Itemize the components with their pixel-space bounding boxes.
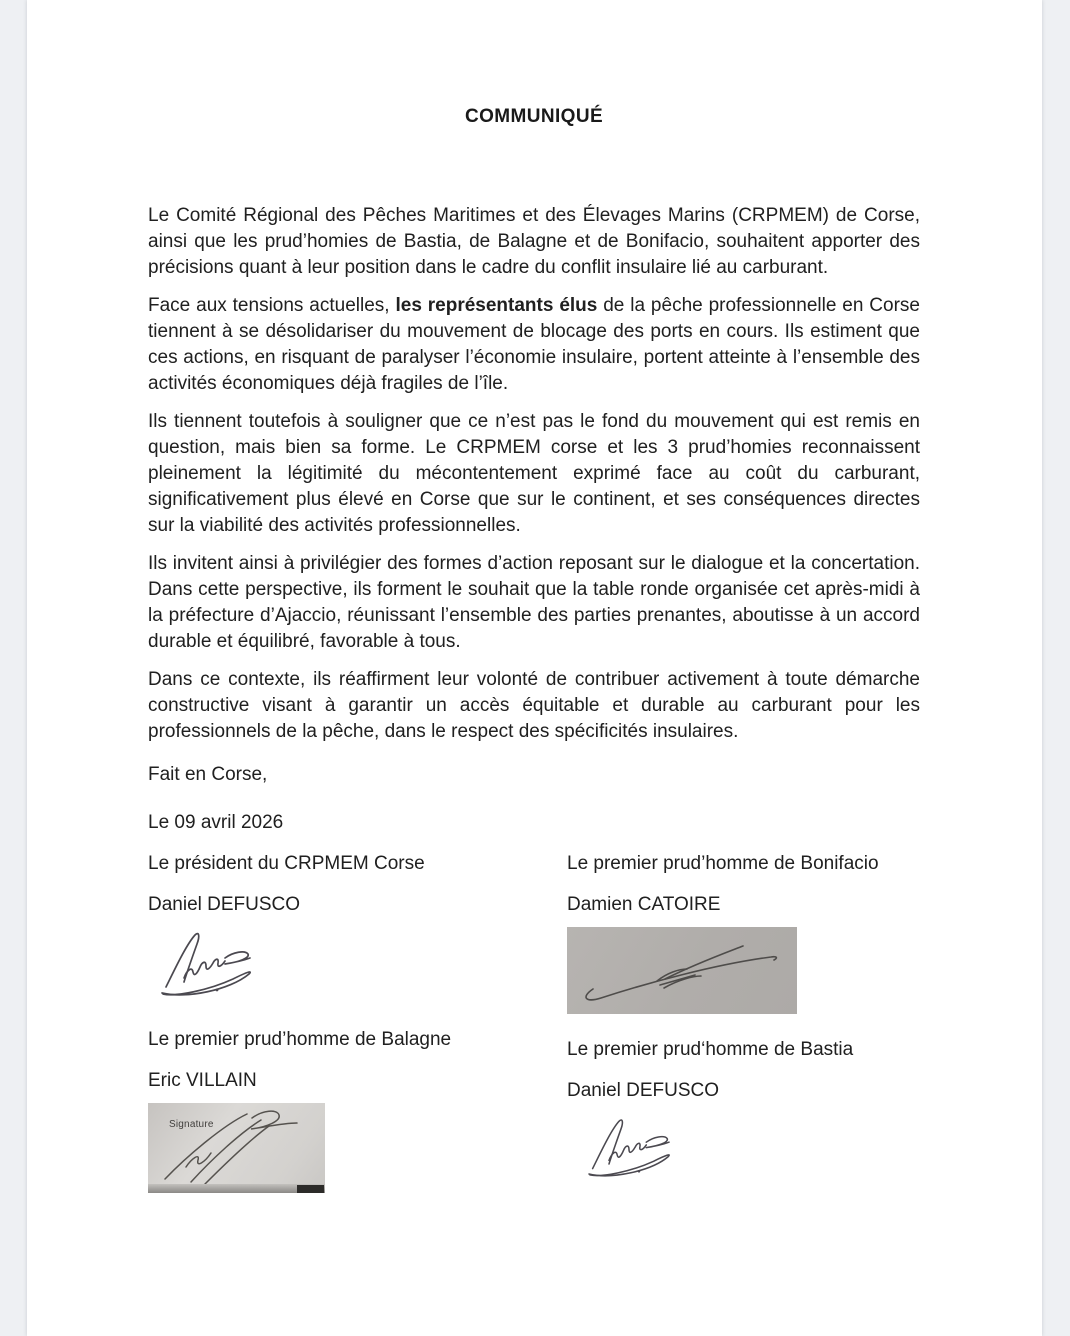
paragraph-position-post: de la pêche professionnelle en Corse tiennent à se désolidariser du mouvement de blocage des ports en cours. Ils estiment que ces actions, en risquant de paralyser l’économie insulaire, portent atteinte à l’ensemble des activités économiques déjà fragiles de l’île. — [148, 295, 920, 394]
defusco-signature-icon — [150, 927, 262, 1004]
signatures-right-column — [567, 851, 920, 1193]
villain-signature-photo — [148, 1103, 325, 1193]
bonifacio-name: Damien CATOIRE — [567, 894, 721, 915]
paragraph-conclusion: Dans ce contexte, ils réaffirment leur volonté de contribuer activement à toute démarche constructive visant à garantir un accès équitable et durable au carburant pour les professionnels de la pêche, dans le respect des spécificités insulaires. — [148, 669, 920, 742]
defusco-signature-2-icon — [573, 1114, 685, 1184]
date-line: Le 09 avril 2026 — [148, 812, 284, 833]
catoire-signature-photo — [567, 927, 797, 1014]
paragraph-intro: Le Comité Régional des Pêches Maritimes et des Élevages Marins (CRPMEM) de Corse, ainsi que les prud’homies de Bastia, de Balagne et de Bonifacio, souhaitent apporter des précisions quant à leur position dans le cadre du conflit insulaire lié au carburant. — [148, 205, 920, 278]
paragraph-position-bold: les représentants élus — [395, 295, 598, 316]
president-name: Daniel DEFUSCO — [148, 894, 301, 915]
balagne-role: Le premier prud’homme de Balagne — [148, 1029, 452, 1050]
paragraph-dialogue: Ils invitent ainsi à privilégier des formes d’action reposant sur le dialogue et la concertation. Dans cette perspective, ils forment le souhait que la table ronde organisée cet après-midi à la préfecture d’Ajaccio, réunissant l’ensemble des parties prenantes, aboutisse à un accord durable et équilibré, favorable à tous. — [148, 553, 920, 652]
balagne-name: Eric VILLAIN — [148, 1070, 257, 1091]
signatures-section — [148, 851, 920, 1193]
catoire-signature-icon — [567, 927, 797, 1014]
document-page — [27, 0, 1042, 1336]
president-role: Le président du CRPMEM Corse — [148, 853, 425, 874]
bastia-role: Le premier prud‘homme de Bastia — [567, 1039, 854, 1060]
paragraph-position-pre: Face aux tensions actuelles, — [148, 295, 396, 316]
bastia-name: Daniel DEFUSCO — [567, 1080, 720, 1101]
signatures-left-column — [148, 851, 567, 1193]
paragraph-legitimacy: Ils tiennent toutefois à souligner que ce n’est pas le fond du mouvement qui est remis en question, mais bien sa forme. Le CRPMEM corse et les 3 prud’homies reconnaissent pleinement la légitimité du mécontentement exprimé face au coût du carburant, significativement plus élevé en Corse que sur le continent, et ses conséquences directes sur la viabilité des activités professionnelles. — [148, 411, 920, 536]
photo-bottom-edge — [148, 1184, 325, 1193]
place-line: Fait en Corse, — [148, 764, 268, 785]
signature-photo-label: Signature — [169, 1119, 214, 1130]
bonifacio-role: Le premier prud’homme de Bonifacio — [567, 853, 879, 874]
paragraph-position — [148, 293, 920, 397]
photo-bottom-edge-dark — [297, 1185, 324, 1193]
villain-signature-icon — [148, 1103, 325, 1193]
page-title: COMMUNIQUÉ — [464, 106, 604, 127]
